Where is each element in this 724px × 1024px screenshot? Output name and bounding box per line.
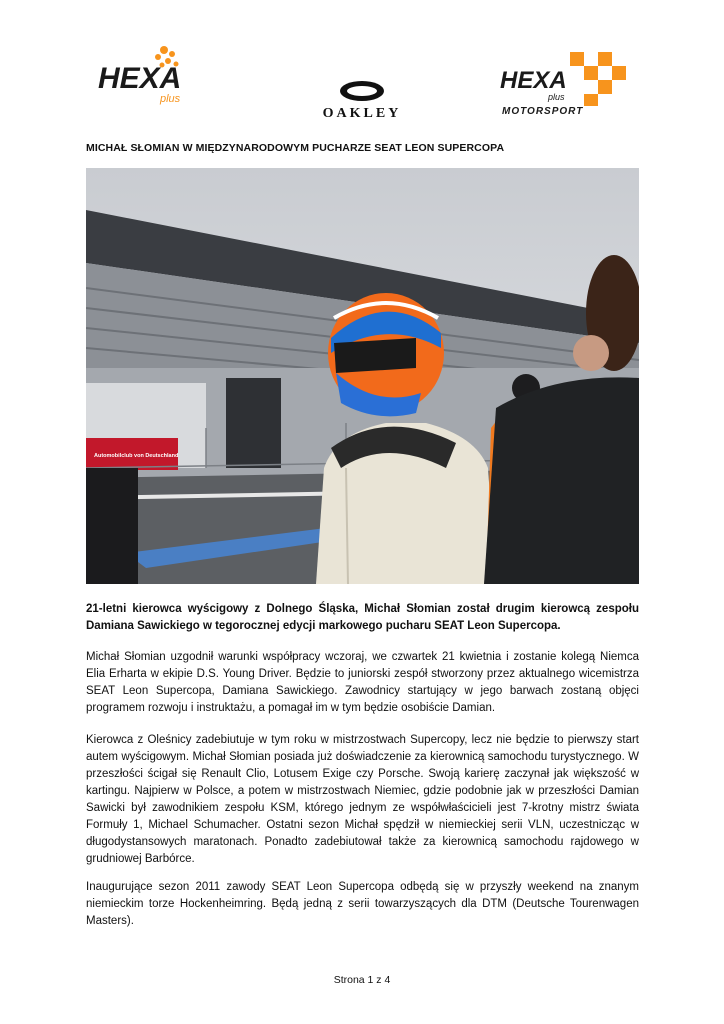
article-lead: 21-letni kierowca wyścigowy z Dolnego Śląska, Michał Słomian został drugim kierowcą zespołu Damiana Sawickiego w tegorocznej edycji markowego pucharu SEAT Leon Supercopa. [86,603,639,632]
hexa-motorsport-sub: plus [548,92,565,102]
motorsport-tag: MOTORSPORT [502,106,584,117]
hexa-wordmark: HEXA [98,62,182,95]
article-paragraph-1: Michał Słomian uzgodnił warunki współpracy wczoraj, we czwartek 21 kwietnia i zostanie kolegą Niemca Elia Erharta w ekipie D.S. Young Driver. Będzie to juniorski zespół stworzony przez aktualnego wicemistrza SEAT Leon Supercopa, Damiana Sawickiego. Zawodnicy startujący w jego barwach zostaną objęci programem rozwoju i instruktażu, a pomagał im w tym będzie osobiście Damian. [86,651,639,714]
article-paragraph-3: Inaugurujące sezon 2011 zawody SEAT Leon Supercopa odbędą się w przyszły weekend na znanym niemieckim torze Hockenheimring. Będą jedną z serii towarzyszących dla DTM (Deutsche Tourenwagen Masters). [86,881,639,927]
article-paragraph-2: Kierowca z Oleśnicy zadebiutuje w tym roku w mistrzostwach Supercopy, lecz nie będzie to pierwszy start autem wyścigowym. Michał Słomian posiada już doświadczenie za kierownicą samochodu turystycznego. W przeszłości ścigał się Renault Clio, Lotusem Exige czy Porsche. Swoją karierę zaczynał jak większość w kartingu. Najpierw w Polsce, a potem w mistrzostwach Niemiec, gdzie podobnie jak w przeszłości Damian Sawicki był zawodnikiem zespołu KSM, którego jednym ze współwłaścicieli jest 7-krotny mistrz świata Formuły 1, Michael Schumacher. Ostatni sezon Michał spędził w niemieckiej serii VLN, uczestnicząc w długodystansowych maratonach. Ponadto zadebiutował także za kierownicą samochodu rajdowego w grudniowej Barbórce. [86,734,639,865]
page-number: Strona 1 z 4 [333,974,391,986]
hexa-plus-sub: plus [160,93,181,105]
hexa-plus-logo [96,44,198,106]
article-title: MICHAŁ SŁOMIAN W MIĘDZYNARODOWYM PUCHARZE SEAT LEON SUPERCOPA [86,142,505,154]
article-photo [86,168,639,584]
oakley-wordmark: OAKLEY [322,106,402,120]
sponsor-banner-text: Automobilclub von Deutschland [94,453,179,459]
oakley-logo [309,80,415,120]
hexa-motorsport-logo [500,52,632,118]
hexa-motorsport-wordmark: HEXA [500,67,567,94]
